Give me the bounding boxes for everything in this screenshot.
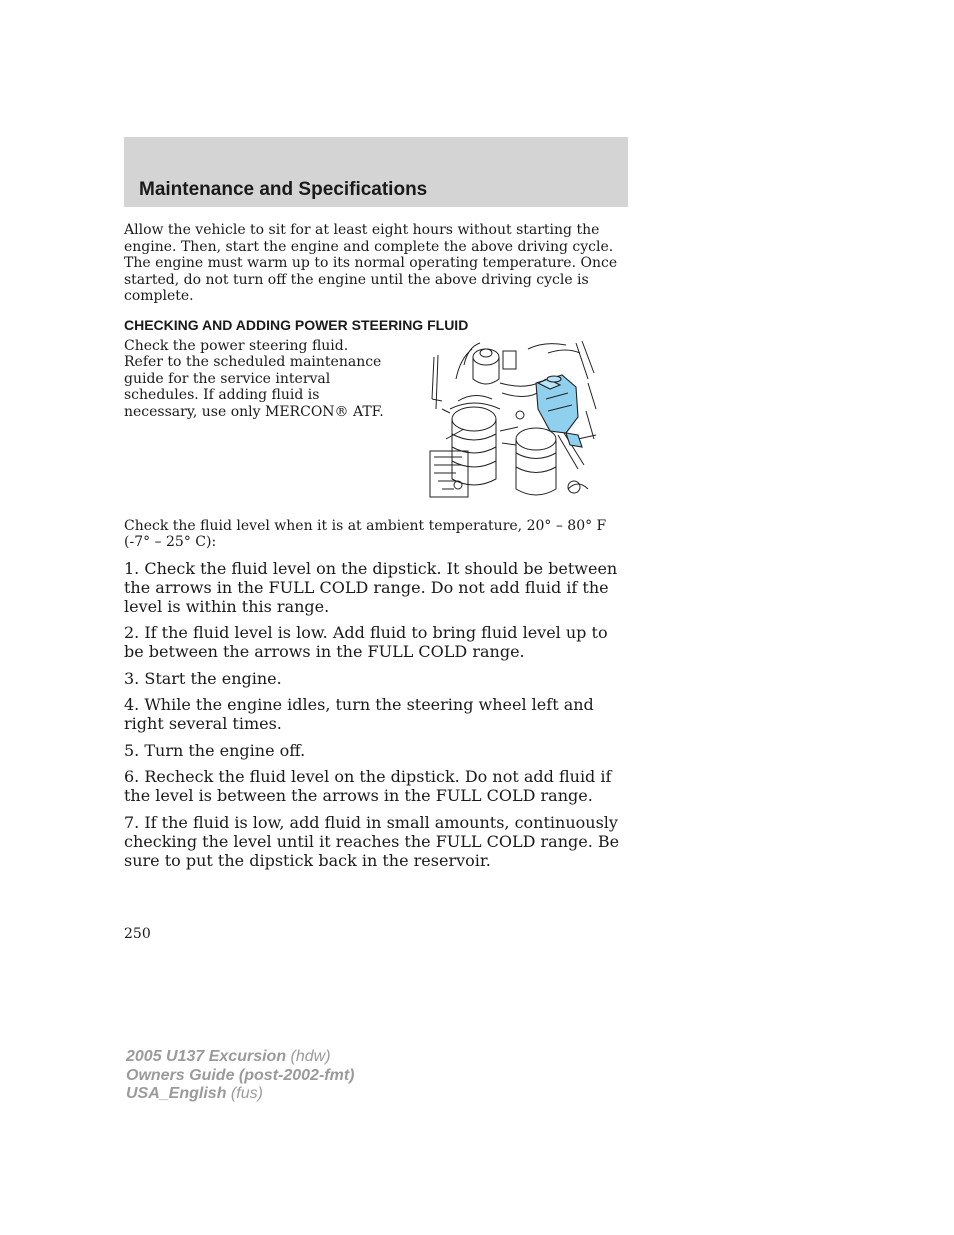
engine-illustration-icon	[428, 339, 598, 503]
page-content	[124, 222, 628, 877]
step-1: 1. Check the fluid level on the dipstick. It should be between the arrows in the FULL COLD range. Do not add fluid if the level is within this range.	[124, 558, 618, 616]
footer-vehicle: 2005 U137 Excursion	[126, 1048, 287, 1065]
footer-line-2	[126, 1067, 354, 1086]
step-4: 4. While the engine idles, turn the steering wheel left and right several times.	[124, 695, 594, 733]
footer-document-info	[126, 1048, 354, 1104]
footer-language: USA_English	[126, 1085, 227, 1102]
step-2: 2. If the fluid level is low. Add fluid to bring fluid level up to be between the arrows in the FULL COLD range.	[124, 623, 608, 661]
step-5: 5. Turn the engine off.	[124, 740, 306, 760]
steps-list	[124, 559, 628, 870]
fluid-level-note: Check the fluid level when it is at ambient temperature, 20° – 80° F (-7° – 25° C):	[124, 517, 607, 550]
footer-language-code: (fus)	[230, 1085, 263, 1102]
footer-line-1	[126, 1048, 354, 1067]
figure-row	[124, 338, 628, 510]
step-3: 3. Start the engine.	[124, 668, 282, 688]
step-6: 6. Recheck the fluid level on the dipstick. Do not add fluid if the level is between the arrows in the FULL COLD range.	[124, 767, 612, 805]
power-steering-reservoir-illustration	[428, 339, 598, 503]
footer-vehicle-code: (hdw)	[290, 1048, 331, 1065]
figure-caption-text: Check the power steering fluid. Refer to the scheduled maintenance guide for the service interval schedules. If adding fluid is necessary, use only MERCON® ATF.	[124, 337, 384, 420]
intro-paragraph: Allow the vehicle to sit for at least eight hours without starting the engine. Then, start the engine and complete the above driving cycle. The engine must warm up to its normal operating temperature. Once started, do not turn off the engine until the above driving cycle is complete.	[124, 222, 618, 304]
page-number: 250	[124, 926, 151, 942]
section-heading: CHECKING AND ADDING POWER STEERING FLUID	[124, 316, 469, 333]
footer-line-3	[126, 1085, 354, 1104]
footer-guide: Owners Guide (post-2002-fmt)	[126, 1066, 355, 1084]
page-title: Maintenance and Specifications	[139, 179, 428, 200]
step-7: 7. If the fluid is low, add fluid in small amounts, continuously checking the level until it reaches the FULL COLD range. Be sure to put the dipstick back in the reservoir.	[124, 812, 620, 870]
section-header-band	[124, 137, 628, 207]
